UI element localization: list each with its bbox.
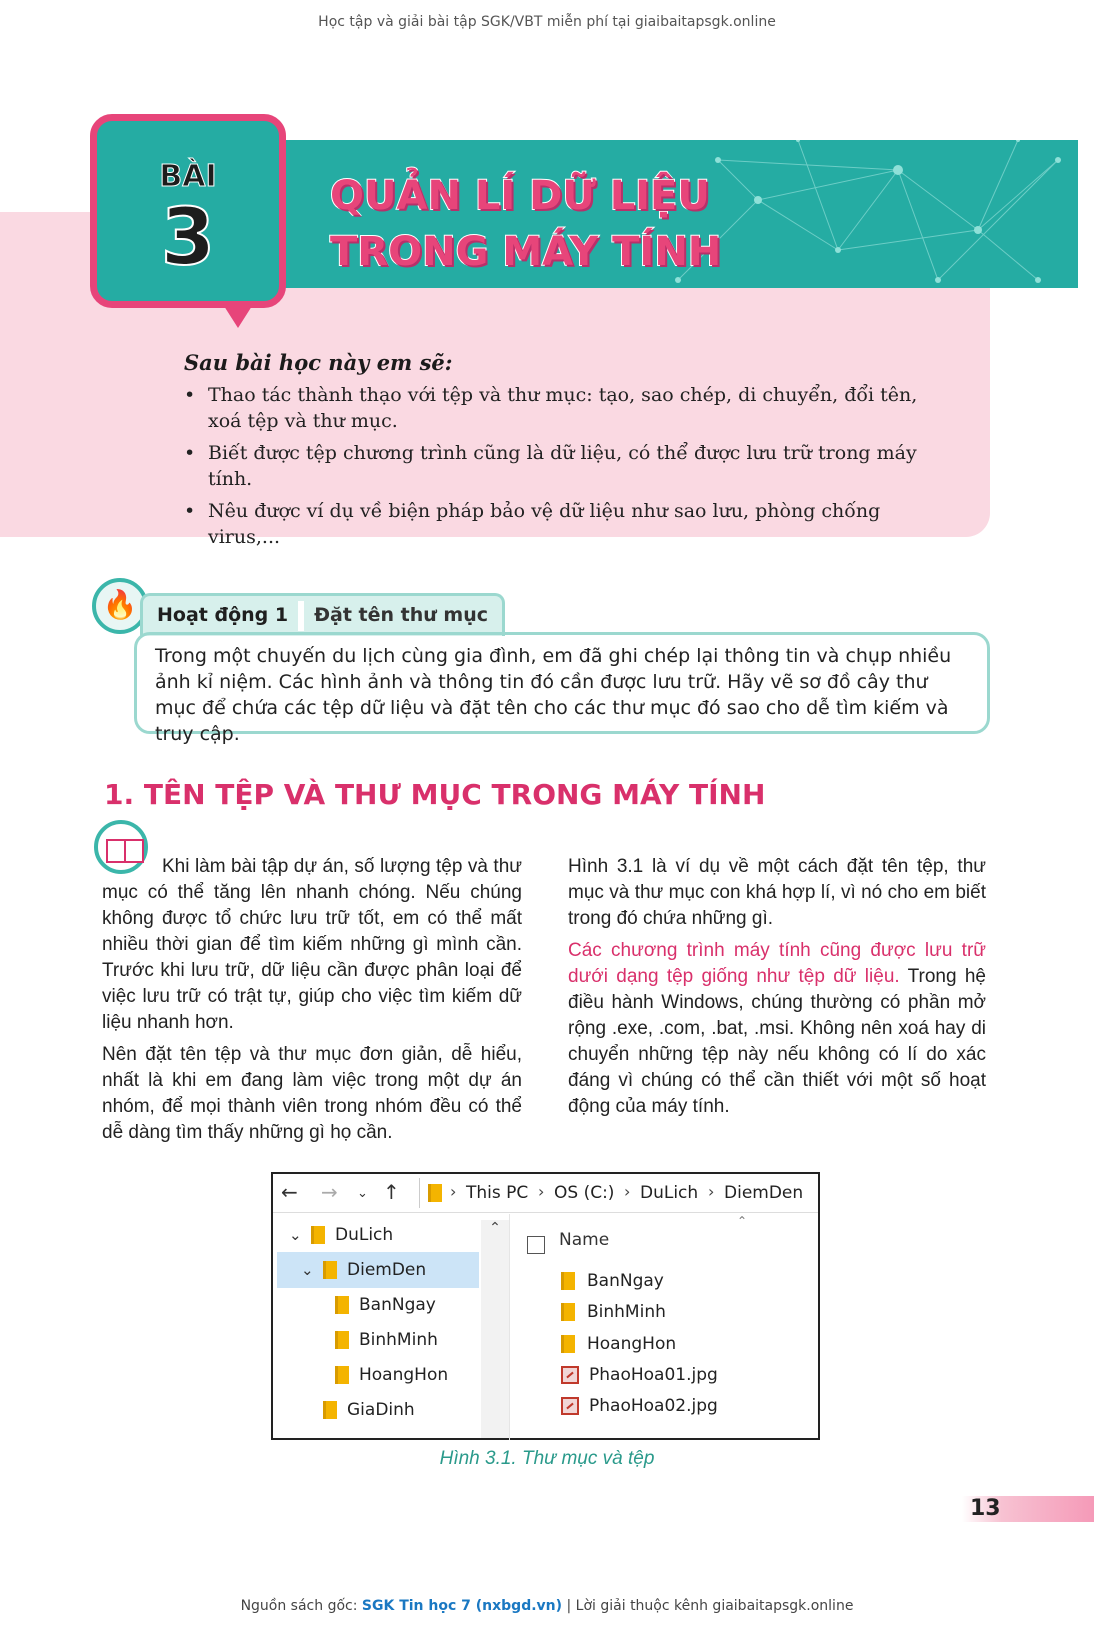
pane-divider bbox=[509, 1214, 510, 1440]
tree-item-binhminh[interactable] bbox=[335, 1323, 438, 1357]
tree-item-label: BinhMinh bbox=[359, 1330, 438, 1350]
file-row-binhminh[interactable] bbox=[561, 1297, 666, 1327]
activity-subtitle: Đặt tên thư mục bbox=[314, 604, 488, 626]
lesson-number: 3 bbox=[160, 193, 216, 283]
section-title: 1. TÊN TỆP VÀ THƯ MỤC TRONG MÁY TÍNH bbox=[104, 778, 766, 811]
chevron-right-icon: › bbox=[450, 1182, 457, 1201]
source-suffix: | Lời giải thuộc kênh giaibaitapsgk.online bbox=[562, 1598, 854, 1614]
tree-item-banngay[interactable] bbox=[335, 1288, 436, 1322]
chevron-down-icon[interactable]: ⌄ bbox=[301, 1261, 314, 1279]
left-paragraph-2: Nên đặt tên tệp và thư mục đơn giản, dễ hiểu, nhất là khi em đang làm việc trong một dự án nhóm, để mọi thành viên trong nhóm đều có thể dễ dàng tìm thấy những gì họ cần. bbox=[102, 1044, 522, 1143]
left-column bbox=[102, 854, 522, 1152]
left-paragraph-1 bbox=[102, 854, 522, 1036]
chevron-right-icon: › bbox=[708, 1182, 715, 1201]
page-number: 13 bbox=[962, 1496, 1094, 1522]
fire-icon: 🔥 bbox=[92, 578, 148, 634]
tree-item-label: HoangHon bbox=[359, 1365, 449, 1385]
objective-item: • Nêu được ví dụ về biện pháp bảo vệ dữ liệu như sao lưu, phòng chống virus,... bbox=[184, 498, 954, 550]
tree-item-label: DiemDen bbox=[347, 1260, 427, 1280]
breadcrumb-item[interactable]: DiemDen bbox=[724, 1183, 804, 1203]
badge-pointer bbox=[224, 306, 252, 328]
file-row-hoanghon[interactable] bbox=[561, 1329, 676, 1359]
folder-icon bbox=[335, 1296, 349, 1314]
lesson-number-badge bbox=[90, 114, 286, 308]
right-paragraph-2 bbox=[568, 938, 986, 1120]
highlighted-text: Các chương trình máy tính cũng được lưu trữ dưới dạng tệp giống như tệp dữ liệu. bbox=[568, 940, 986, 987]
figure-caption: Hình 3.1. Thư mục và tệp bbox=[439, 1448, 655, 1469]
folder-icon bbox=[561, 1335, 575, 1353]
folder-icon bbox=[561, 1272, 575, 1290]
forward-arrow-icon[interactable]: → bbox=[321, 1180, 338, 1204]
address-bar bbox=[273, 1174, 818, 1213]
tree-scrollbar[interactable] bbox=[481, 1220, 509, 1438]
folder-icon bbox=[428, 1184, 442, 1202]
lesson-title-line2: TRONG MÁY TÍNH bbox=[330, 229, 722, 275]
folder-icon bbox=[335, 1331, 349, 1349]
tree-item-label: BanNgay bbox=[359, 1295, 436, 1315]
file-name: PhaoHoa01.jpg bbox=[589, 1365, 718, 1385]
bottom-source-note bbox=[0, 1598, 1094, 1614]
objective-item: • Thao tác thành thạo với tệp và thư mục: tạo, sao chép, di chuyển, đổi tên, xoá tệp và thư mục. bbox=[184, 382, 954, 434]
chevron-right-icon: › bbox=[624, 1182, 631, 1201]
select-all-checkbox[interactable] bbox=[527, 1236, 545, 1254]
folder-icon bbox=[335, 1366, 349, 1384]
file-name: BinhMinh bbox=[587, 1302, 666, 1322]
activity-tab bbox=[140, 593, 505, 636]
breadcrumb[interactable] bbox=[419, 1178, 820, 1208]
folder-icon bbox=[323, 1401, 337, 1419]
tree-item-diemden[interactable] bbox=[301, 1253, 426, 1287]
objectives-list bbox=[184, 382, 954, 556]
image-file-icon bbox=[561, 1366, 579, 1384]
chevron-down-icon[interactable]: ⌄ bbox=[289, 1226, 302, 1244]
file-row-phaohoa02[interactable] bbox=[561, 1391, 718, 1421]
lesson-label: BÀI bbox=[159, 159, 217, 194]
breadcrumb-item[interactable]: DuLich bbox=[640, 1183, 699, 1203]
breadcrumb-item[interactable]: OS (C:) bbox=[554, 1183, 615, 1203]
folder-icon bbox=[311, 1226, 325, 1244]
lesson-title-line1: QUẢN LÍ DỮ LIỆU bbox=[330, 173, 710, 219]
tree-item-label: GiaDinh bbox=[347, 1400, 415, 1420]
chevron-right-icon: › bbox=[538, 1182, 545, 1201]
sort-ascending-icon: ⌃ bbox=[737, 1214, 748, 1228]
left-paragraph-1-text: Khi làm bài tập dự án, số lượng tệp và thư mục có thể tăng lên nhanh chóng. Nếu chúng không được tổ chức lưu trữ tốt, em có thể mất nhiều thời gian để tìm kiếm những gì mình cần. Trước khi lưu trữ, dữ liệu cần được phân loại để việc lưu trữ có trật tự, giúp cho việc tìm kiếm dữ liệu nhanh hơn. bbox=[102, 856, 522, 1033]
file-name: HoangHon bbox=[587, 1334, 677, 1354]
back-arrow-icon[interactable]: ← bbox=[281, 1180, 298, 1204]
right-paragraph-2-rest: Trong hệ điều hành Windows, chúng thường có phần mở rộng .exe, .com, .bat, .msi. Không nên xoá hay di chuyển những tệp này nếu không có lí do xác đáng vì chúng có thể cần thiết với một số hoạt động của máy tính. bbox=[568, 966, 986, 1117]
breadcrumb-item[interactable]: This PC bbox=[466, 1183, 529, 1203]
activity-text: Trong một chuyến du lịch cùng gia đình, em đã ghi chép lại thông tin và chụp nhiều ảnh kỉ niệm. Các hình ảnh và thông tin đó cần được lưu trữ. Hãy vẽ sơ đồ cây thư mục để chứa các tệp dữ liệu và đặt tên cho các thư mục đó sao cho dễ tìm kiếm và truy cập. bbox=[155, 645, 952, 745]
up-arrow-icon[interactable]: ↑ bbox=[383, 1180, 400, 1204]
tab-separator bbox=[298, 601, 304, 631]
activity-label: Hoạt động 1 bbox=[157, 604, 289, 626]
right-column bbox=[568, 854, 986, 1126]
tree-item-dulich[interactable] bbox=[289, 1218, 393, 1252]
objective-item: • Biết được tệp chương trình cũng là dữ liệu, có thể được lưu trữ trong máy tính. bbox=[184, 440, 954, 492]
folder-icon bbox=[323, 1261, 337, 1279]
name-column-header[interactable]: Name bbox=[559, 1230, 610, 1250]
scroll-up-icon[interactable]: ⌃ bbox=[489, 1220, 501, 1236]
activity-box bbox=[134, 632, 990, 745]
lesson-title bbox=[330, 168, 721, 280]
objectives-heading: Sau bài học này em sẽ: bbox=[184, 350, 453, 375]
tree-item-hoanghon[interactable] bbox=[335, 1358, 448, 1392]
file-row-banngay[interactable] bbox=[561, 1266, 664, 1296]
image-file-icon bbox=[561, 1397, 579, 1415]
file-name: PhaoHoa02.jpg bbox=[589, 1396, 718, 1416]
source-link[interactable]: SGK Tin học 7 (nxbgd.vn) bbox=[361, 1598, 563, 1614]
file-explorer-figure bbox=[271, 1172, 820, 1440]
folder-icon bbox=[561, 1303, 575, 1321]
file-name: BanNgay bbox=[587, 1271, 664, 1291]
tree-item-giadinh[interactable] bbox=[323, 1393, 415, 1427]
source-prefix: Nguồn sách gốc: bbox=[240, 1598, 362, 1614]
top-source-note: Học tập và giải bài tập SGK/VBT miễn phí tại giaibaitapsgk.online bbox=[318, 14, 776, 30]
tree-item-label: DuLich bbox=[335, 1225, 394, 1245]
right-paragraph-1: Hình 3.1 là ví dụ về một cách đặt tên tệp, thư mục và thư mục con khá hợp lí, vì nó cho em biết trong đó chứa những gì. bbox=[568, 856, 986, 929]
file-row-phaohoa01[interactable] bbox=[561, 1360, 718, 1390]
recent-dropdown-icon[interactable]: ⌄ bbox=[357, 1186, 368, 1201]
